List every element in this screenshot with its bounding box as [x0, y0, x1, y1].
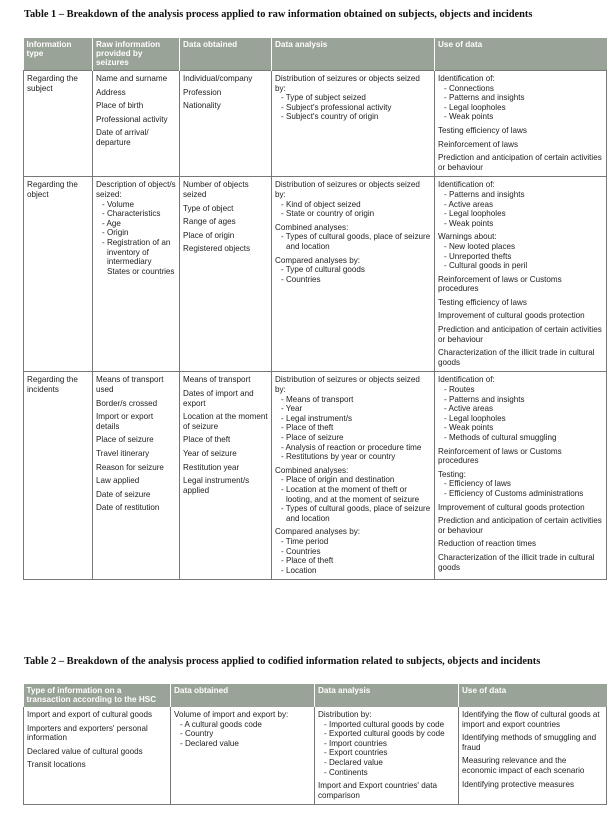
bullet-line: - Countries [281, 274, 321, 284]
table1-cell-obtained [180, 177, 272, 372]
cell-item [96, 180, 176, 276]
text-line: Address [96, 87, 126, 97]
cell-item [462, 733, 603, 752]
text-line: Prediction and anticipation of certain activities or behaviour [438, 325, 602, 344]
cell-item [275, 527, 431, 575]
text-line: Type of object [183, 203, 234, 213]
cell-item [462, 780, 603, 790]
text-line: Date of seizure [96, 489, 151, 499]
bullet-line: - Cultural goods in peril [444, 261, 528, 271]
cell-item [183, 435, 268, 445]
text-line: Border/s crossed [96, 398, 158, 408]
cell-item [174, 710, 311, 748]
cell-item [438, 311, 603, 321]
table1-cell-obtained [180, 372, 272, 580]
table1-cell-raw [93, 372, 180, 580]
cell-item [183, 231, 268, 241]
bullet-line: - Weak points [444, 112, 494, 122]
table2-header-use-of-data: Use of data [459, 684, 607, 707]
table1-header-information-type: Information type [24, 38, 93, 71]
cell-item [96, 399, 176, 409]
cell-item [318, 781, 455, 800]
cell-item [183, 412, 268, 431]
bullet-line: - Legal instrument/s [281, 413, 353, 423]
cell-item [438, 140, 603, 150]
bullet-line: - Weak points [444, 423, 494, 433]
cell-item [183, 375, 268, 385]
text-line: Means of transport [183, 375, 251, 385]
bullet-line: - Subject's professional activity [281, 102, 392, 112]
text-line: Compared analyses by: [275, 527, 361, 537]
text-line: Characterization of the illicit trade in cultural goods [438, 348, 595, 367]
text-line: Volume of import and export by: [174, 710, 289, 719]
cell-item [183, 74, 268, 84]
text-line: Description of object/s seized: [96, 180, 176, 199]
table2-header-information-type: Type of information on a transaction according to the HSC [24, 684, 171, 707]
text-line: Dates of import and export [183, 389, 254, 408]
bullet-line: - Imported cultural goods by code [324, 719, 445, 729]
text-line: Travel itinerary [96, 449, 150, 458]
bullet-line: - Place of seizure [281, 433, 344, 442]
table1-cell-use [435, 177, 607, 372]
text-line: Distribution by: [318, 710, 372, 719]
bullet-line: - Legal loopholes [444, 209, 506, 219]
text-line: Means of transport used [96, 375, 164, 395]
text-line: Profession [183, 87, 222, 97]
table1-cell-use [435, 372, 607, 580]
bullet-line: - Kind of object seized [281, 199, 361, 209]
bullet-line: - Efficiency of Customs administrations [444, 488, 584, 498]
text-line: Professional activity [96, 114, 168, 124]
cell-item [438, 375, 603, 442]
bullet-line: - Place of origin and destination [281, 475, 395, 485]
bullet-line: - Country [180, 729, 214, 739]
table1-cell-analysis [272, 177, 435, 372]
cell-item [96, 115, 176, 125]
bullet-line: - Type of cultural goods [281, 265, 365, 275]
text-line: Measuring relevance and the economic impact of each scenario [462, 756, 585, 775]
table1-cell-raw [93, 71, 180, 177]
table1-cell-analysis [272, 71, 435, 177]
bullet-line: - Legal loopholes [444, 413, 506, 423]
bullet-line: - Unreported thefts [444, 251, 512, 261]
cell-item [438, 180, 603, 228]
table1-header-data-obtained: Data obtained [180, 38, 272, 71]
cell-item [96, 412, 176, 431]
cell-item [438, 503, 603, 513]
cell-item [96, 449, 176, 459]
cell-item [462, 710, 603, 729]
text-line: Name and surname [96, 74, 168, 83]
text-line: Identifying methods of smuggling and fraud [462, 733, 597, 752]
table1-cell-type: Regarding the incidents [24, 372, 93, 580]
cell-item [438, 348, 603, 367]
table1-header-row [24, 38, 607, 71]
table1 [23, 38, 607, 580]
text-line: Date of arrival/ departure [96, 128, 149, 147]
bullet-line: - Active areas [444, 404, 494, 414]
text-line: Identifying protective measures [462, 779, 575, 789]
text-line: Reduction of reaction times [438, 539, 537, 549]
cell-item [462, 756, 603, 775]
text-line: Reinforcement of laws [438, 139, 519, 149]
bullet-line: - Efficiency of laws [444, 479, 511, 489]
table2-row [24, 707, 607, 805]
cell-item [96, 435, 176, 445]
cell-item [438, 298, 603, 308]
table2-cell-type [24, 707, 171, 805]
cell-item [183, 463, 268, 473]
bullet-line: - Import countries [324, 738, 387, 748]
text-line: Prediction and anticipation of certain activities or behaviour [438, 516, 602, 535]
text-line: Law applied [96, 476, 140, 486]
text-line: Reason for seizure [96, 462, 164, 472]
bullet-line: - Year [281, 404, 303, 414]
text-line: Testing: [438, 469, 466, 479]
text-line: Place of theft [183, 435, 231, 445]
text-line: Warnings about: [438, 232, 497, 242]
bullet-line: - Analysis of reaction or procedure time [281, 442, 422, 452]
text-line: Individual/company [183, 74, 253, 83]
text-line: Importers and exporters' personal information [27, 723, 148, 743]
bullet-line: - Place of theft [281, 423, 334, 433]
cell-item [183, 101, 268, 111]
bullet-line: - Weak points [444, 218, 494, 228]
table2-caption: Table 2 – Breakdown of the analysis process applied to codified information related to subjects, objects and incidents [24, 656, 541, 667]
cell-item [438, 516, 603, 535]
cell-item [438, 553, 603, 572]
bullet-line: - Patterns and insights [444, 93, 525, 103]
cell-item [275, 256, 431, 285]
cell-item [275, 223, 431, 252]
text-line: Range of ages [183, 217, 236, 227]
cell-item [96, 88, 176, 98]
bullet-line: - Characteristics [102, 209, 161, 219]
text-line: Identification of: [438, 74, 495, 83]
table2-cell-analysis [315, 707, 459, 805]
cell-item [27, 724, 167, 743]
text-line: Place of origin [183, 230, 235, 240]
cell-item [318, 710, 455, 777]
cell-item [438, 539, 603, 549]
cell-item [96, 128, 176, 147]
bullet-line: - Continents [324, 767, 368, 777]
text-line: Number of objects seized [183, 180, 249, 199]
text-line: Date of restitution [96, 503, 160, 513]
table1-row [24, 71, 607, 177]
table1-cell-analysis [272, 372, 435, 580]
table1-header-use-of-data: Use of data [435, 38, 607, 71]
table2-header-data-analysis: Data analysis [315, 684, 459, 707]
cell-item [183, 244, 268, 254]
cell-item [438, 470, 603, 499]
cell-item [96, 463, 176, 473]
table2 [23, 684, 607, 805]
table1-cell-raw [93, 177, 180, 372]
text-line: Import and Export countries' data comparison [318, 781, 437, 800]
cell-item [96, 375, 176, 394]
bullet-line: - Subject's country of origin [281, 112, 379, 122]
text-line: Distribution of seizures or objects seized by: [275, 375, 420, 395]
bullet-line: - Location at the moment of theft or looting, and at the moment of seizure [281, 484, 420, 504]
bullet-line: - Volume [102, 199, 134, 209]
bullet-line: - State or country of origin [281, 209, 375, 219]
cell-item [183, 88, 268, 98]
text-line: Identifying the flow of cultural goods at import and export countries [462, 710, 600, 729]
text-line: Import and export of cultural goods [27, 710, 153, 719]
cell-item [96, 74, 176, 84]
bullet-line: - Means of transport [281, 394, 354, 404]
text-line: Place of birth [96, 101, 144, 111]
text-line: Reinforcement of laws or Customs procedures [438, 274, 562, 294]
cell-item [96, 503, 176, 513]
table1-row [24, 372, 607, 580]
table2-header-data-obtained: Data obtained [171, 684, 315, 707]
bullet-line: - Types of cultural goods, place of seizure and location [281, 232, 431, 251]
bullet-line: - Patterns and insights [444, 189, 525, 199]
cell-item [438, 447, 603, 466]
cell-item [275, 375, 431, 461]
table1-cell-obtained [180, 71, 272, 177]
bullet-line: - Connections [444, 83, 494, 93]
cell-item [96, 101, 176, 111]
bullet-line: - Place of theft [281, 556, 334, 566]
text-line: Compared analyses by: [275, 255, 361, 265]
cell-item [438, 275, 603, 294]
bullet-line: - Exported cultural goods by code [324, 729, 445, 739]
cell-item [438, 325, 603, 344]
text-line: Testing efficiency of laws [438, 125, 527, 135]
text-line: Identification of: [438, 180, 495, 190]
bullet-line: - Restitutions by year or country [281, 452, 396, 462]
cell-item [96, 490, 176, 500]
text-line: Nationality [183, 101, 221, 111]
cell-item [183, 204, 268, 214]
table1-header-raw-information: Raw information provided by seizures [93, 38, 180, 71]
text-line: Prediction and anticipation of certain activities or behaviour [438, 153, 602, 172]
table1-header-data-analysis: Data analysis [272, 38, 435, 71]
cell-item [438, 232, 603, 270]
table1-cell-type: Regarding the object [24, 177, 93, 372]
cell-item [183, 389, 268, 408]
cell-item [183, 449, 268, 459]
cell-item [27, 710, 167, 720]
cell-item [438, 153, 603, 172]
bullet-line: - Legal loopholes [444, 102, 506, 112]
bullet-line: - Declared value [180, 738, 239, 748]
text-line: Registered objects [183, 244, 251, 254]
bullet-line: - Location [281, 565, 317, 575]
table1-cell-type: Regarding the subject [24, 71, 93, 177]
bullet-line: - Type of subject seized [281, 93, 366, 103]
text-line: Import or export details [96, 412, 154, 431]
text-line: Location at the moment of seizure [183, 412, 268, 431]
text-line: Restitution year [183, 462, 240, 472]
bullet-line: - Patterns and insights [444, 394, 525, 404]
cell-item [96, 476, 176, 486]
bullet-line: - Registration of an inventory of intermediary States or countries [102, 237, 175, 276]
bullet-line: - Routes [444, 385, 475, 395]
bullet-line: - Export countries [324, 748, 388, 758]
text-line: Legal instrument/s applied [183, 476, 250, 495]
cell-item [275, 180, 431, 218]
bullet-line: - Types of cultural goods, place of seizure and location [281, 504, 431, 523]
cell-item [438, 126, 603, 136]
text-line: Year of seizure [183, 449, 237, 458]
cell-item [183, 217, 268, 227]
text-line: Reinforcement of laws or Customs procedures [438, 446, 562, 466]
table2-cell-use [459, 707, 607, 805]
text-line: Testing efficiency of laws [438, 297, 527, 307]
cell-item [275, 466, 431, 524]
cell-item [183, 476, 268, 495]
bullet-line: - Age [102, 218, 121, 228]
text-line: Improvement of cultural goods protection [438, 502, 585, 512]
cell-item [275, 74, 431, 122]
text-line: Combined analyses: [275, 222, 349, 232]
cell-item [27, 760, 167, 770]
bullet-line: - New looted places [444, 241, 516, 251]
text-line: Characterization of the illicit trade in cultural goods [438, 552, 595, 572]
bullet-line: - Origin [102, 228, 129, 238]
cell-item [183, 180, 268, 199]
bullet-line: - Countries [281, 546, 321, 556]
text-line: Identification of: [438, 375, 495, 385]
text-line: Combined analyses: [275, 465, 349, 475]
bullet-line: - Active areas [444, 199, 494, 209]
text-line: Improvement of cultural goods protection [438, 311, 585, 321]
bullet-line: - A cultural goods code [180, 719, 262, 729]
bullet-line: - Time period [281, 536, 329, 546]
text-line: Declared value of cultural goods [27, 746, 143, 756]
table2-header-row [24, 684, 607, 707]
table1-cell-use [435, 71, 607, 177]
text-line: Transit locations [27, 760, 86, 770]
table2-cell-obtained [171, 707, 315, 805]
bullet-line: - Methods of cultural smuggling [444, 433, 557, 442]
bullet-line: - Declared value [324, 757, 383, 767]
text-line: Place of seizure [96, 435, 154, 445]
table1-row [24, 177, 607, 372]
text-line: Distribution of seizures or objects seized by: [275, 180, 420, 199]
cell-item [27, 747, 167, 757]
table1-caption: Table 1 – Breakdown of the analysis process applied to raw information obtained on subjects, objects and incidents [24, 9, 533, 20]
cell-item [438, 74, 603, 122]
text-line: Distribution of seizures or objects seized by: [275, 74, 420, 93]
